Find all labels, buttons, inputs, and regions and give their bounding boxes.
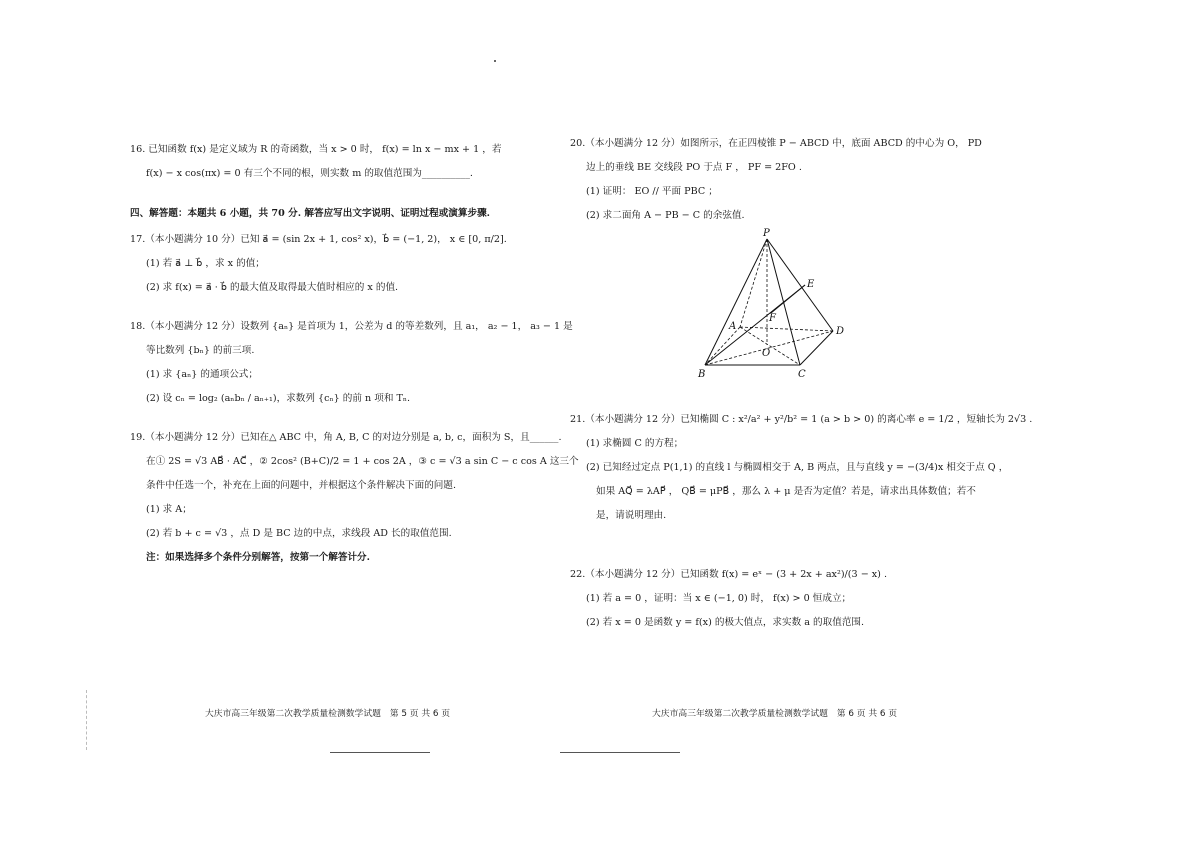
q21-part2b: 如果 AQ⃗ = λAP⃗ ， QB⃗ = μPB⃗ ，那么 λ + μ 是否为定值？若是，请求出具体数值；若不	[596, 486, 976, 497]
q18-part1: (1) 求 {aₙ} 的通项公式；	[146, 369, 258, 380]
label-C: C	[798, 369, 806, 380]
label-O: O	[762, 348, 771, 359]
q17-part2: (2) 求 f(x) = a⃗ · b⃗ 的最大值及取得最大值时相应的 x 的值.	[146, 282, 399, 293]
q21-line1: 21.（本小题满分 12 分）已知椭圆 C : x²/a² + y²/b² = 1 (a > b > 0) 的离心率 e = 1/2 ，短轴长为 2√3 .	[570, 414, 1033, 425]
label-B: B	[698, 369, 706, 380]
q19-line1: 19.（本小题满分 12 分）已知在△ ABC 中，角 A, B, C 的对边分别是 a, b, c，面积为 S，且______.	[130, 432, 562, 443]
section-heading: 四、解答题：本题共 6 小题，共 70 分. 解答应写出文字说明、证明过程或演算步骤.	[130, 208, 490, 219]
edge-AB	[705, 327, 740, 365]
question-22	[570, 563, 887, 635]
page-6-footer: 大庆市高三年级第二次教学质量检测数学试题 第 6 页 共 6 页	[652, 709, 898, 719]
edge-PB	[705, 239, 767, 365]
edge-PA	[740, 239, 767, 327]
q19-note: 注：如果选择多个条件分别解答，按第一个解答计分.	[146, 552, 370, 563]
q19-part2: (2) 若 b + c = √3 ，点 D 是 BC 边的中点，求线段 AD 长的取值范围.	[146, 528, 452, 539]
question-18	[130, 315, 573, 411]
label-A: A	[729, 321, 737, 332]
q21-part1: (1) 求椭圆 C 的方程；	[586, 438, 684, 449]
q20-part2: (2) 求二面角 A − PB − C 的余弦值.	[586, 210, 745, 221]
footer-rule-left	[330, 752, 430, 753]
edge-AD	[740, 327, 833, 331]
exam-page-6	[570, 0, 1200, 850]
page-5-footer: 大庆市高三年级第二次教学质量检测数学试题 第 5 页 共 6 页	[205, 709, 451, 719]
question-20	[570, 132, 982, 228]
q22-part2: (2) 若 x = 0 是函数 y = f(x) 的极大值点，求实数 a 的取值范围.	[586, 617, 865, 628]
q16-line2: f(x) − x cos(πx) = 0 有三个不同的根，则实数 m 的取值范围为__________.	[146, 168, 473, 179]
label-E: E	[807, 279, 815, 290]
q17-line1: 17.（本小题满分 10 分）已知 a⃗ = (sin 2x + 1, cos² x)，b⃗ = (−1, 2)， x ∈ [0, π/2].	[130, 234, 507, 245]
q20-line2: 边上的垂线 BE 交线段 PO 于点 F ， PF = 2FO .	[586, 162, 802, 173]
label-D: D	[836, 326, 845, 337]
q19-part1: (1) 求 A；	[146, 504, 192, 515]
q22-line1: 22.（本小题满分 12 分）已知函数 f(x) = eˣ − (3 + 2x + ax²)/(3 − x) .	[570, 569, 888, 580]
q18-line2: 等比数列 {bₙ} 的前三项.	[146, 345, 255, 356]
q18-part2: (2) 设 cₙ = log₂ (aₙbₙ / aₙ₊₁)，求数列 {cₙ} 的前 n 项和 Tₙ.	[146, 393, 411, 404]
q21-part2c: 是，请说明理由.	[596, 510, 667, 521]
q16-line1: 16. 已知函数 f(x) 是定义域为 R 的奇函数，当 x > 0 时， f(x) = ln x − mx + 1 ，若	[130, 144, 502, 155]
q19-line2: 在① 2S = √3 AB⃗ · AC⃗ ，② 2cos² (B+C)/2 = 1 + cos 2A ，③ c = √3 a sin C − c cos A 这三个	[146, 456, 579, 467]
footer-rule-right	[560, 752, 680, 753]
q20-part1: (1) 证明： EO // 平面 PBC ；	[586, 186, 718, 197]
question-17	[130, 228, 507, 300]
label-P: P	[763, 228, 770, 239]
diagonal-AC	[740, 327, 800, 365]
question-16	[130, 138, 502, 186]
q17-part1: (1) 若 a⃗ ⊥ b⃗ ，求 x 的值；	[146, 258, 265, 269]
pyramid-figure	[695, 225, 855, 380]
q21-part2: (2) 已知经过定点 P(1,1) 的直线 l 与椭圆相交于 A, B 两点，且与直线 y = −(3/4)x 相交于点 Q ，	[586, 462, 1009, 473]
question-21	[570, 408, 1032, 528]
label-F: F	[769, 313, 776, 324]
edge-PD	[767, 239, 833, 331]
q19-line3: 条件中任选一个，补充在上面的问题中，并根据这个条件解决下面的问题.	[146, 480, 457, 491]
q22-part1: (1) 若 a = 0 ，证明：当 x ∈ (−1, 0) 时， f(x) > 0 恒成立；	[586, 593, 852, 604]
q20-line1: 20.（本小题满分 12 分）如图所示，在正四棱锥 P − ABCD 中，底面 ABCD 的中心为 O， PD	[570, 138, 982, 149]
question-19	[130, 426, 579, 570]
edge-CD	[800, 331, 833, 365]
q18-line1: 18.（本小题满分 12 分）设数列 {aₙ} 是首项为 1，公差为 d 的等差数列，且 a₁， a₂ − 1， a₃ − 1 是	[130, 321, 573, 332]
segment-OE	[771, 285, 805, 313]
